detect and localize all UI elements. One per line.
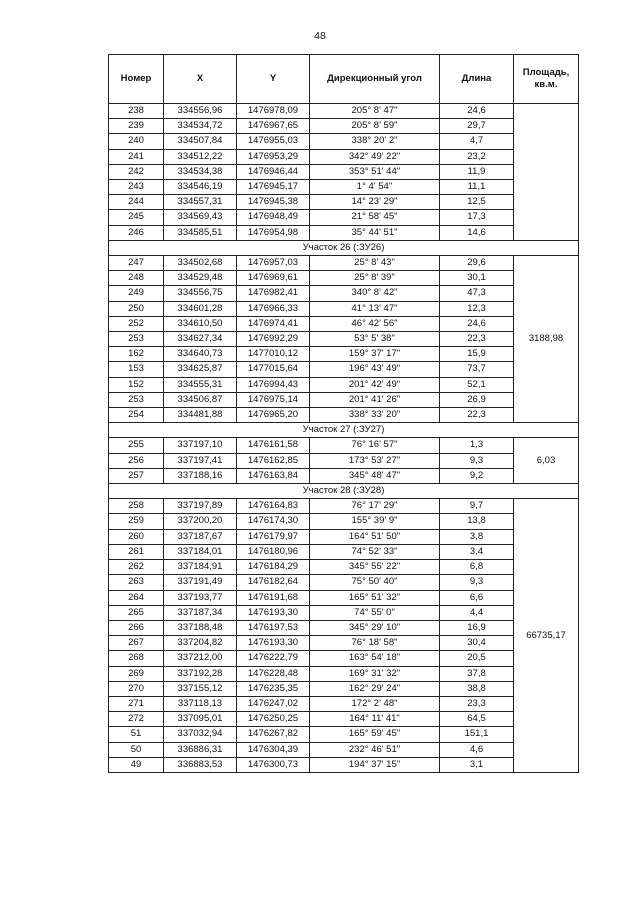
x-cell: 334569,43 xyxy=(164,210,237,225)
table-row xyxy=(109,362,579,377)
table-row xyxy=(109,164,579,179)
page-number: 48 xyxy=(314,30,326,42)
table-row xyxy=(109,514,579,529)
x-cell: 337187,34 xyxy=(164,605,237,620)
x-cell: 337193,77 xyxy=(164,590,237,605)
y-cell: 1476975,14 xyxy=(237,392,310,407)
direction-angle-cell: 74° 52' 33" xyxy=(310,544,440,559)
direction-angle-cell: 25° 8' 39" xyxy=(310,271,440,286)
table-row xyxy=(109,681,579,696)
y-cell: 1477010,12 xyxy=(237,347,310,362)
point-number-cell: 51 xyxy=(109,727,164,742)
point-number-cell: 253 xyxy=(109,332,164,347)
direction-angle-cell: 163° 54' 18" xyxy=(310,651,440,666)
table-row xyxy=(109,119,579,134)
direction-angle-cell: 345° 55' 22" xyxy=(310,560,440,575)
section-row xyxy=(109,240,579,255)
table-row xyxy=(109,636,579,651)
direction-angle-cell: 164° 11' 41" xyxy=(310,712,440,727)
length-cell: 24,6 xyxy=(440,316,514,331)
y-cell: 1476948,49 xyxy=(237,210,310,225)
length-cell: 29,6 xyxy=(440,256,514,271)
area-cell: 66735,17 xyxy=(514,499,579,773)
point-number-cell: 263 xyxy=(109,575,164,590)
x-cell: 337095,01 xyxy=(164,712,237,727)
point-number-cell: 247 xyxy=(109,256,164,271)
length-cell: 26,9 xyxy=(440,392,514,407)
x-cell: 337184,01 xyxy=(164,544,237,559)
point-number-cell: 243 xyxy=(109,180,164,195)
direction-angle-cell: 205° 8' 47" xyxy=(310,104,440,119)
y-cell: 1476197,53 xyxy=(237,620,310,635)
length-cell: 6,8 xyxy=(440,560,514,575)
table-row xyxy=(109,742,579,757)
point-number-cell: 244 xyxy=(109,195,164,210)
length-cell: 11,1 xyxy=(440,180,514,195)
header-length: Длина xyxy=(440,55,514,104)
direction-angle-cell: 53° 5' 38" xyxy=(310,332,440,347)
header-area: Площадь, кв.м. xyxy=(514,55,579,104)
x-cell: 337155,12 xyxy=(164,681,237,696)
length-cell: 3,4 xyxy=(440,544,514,559)
x-cell: 334555,31 xyxy=(164,377,237,392)
table-row xyxy=(109,195,579,210)
y-cell: 1476946,44 xyxy=(237,164,310,179)
x-cell: 334601,28 xyxy=(164,301,237,316)
direction-angle-cell: 353° 51' 44" xyxy=(310,164,440,179)
header-x: X xyxy=(164,55,237,104)
length-cell: 9,3 xyxy=(440,453,514,468)
header-y: Y xyxy=(237,55,310,104)
direction-angle-cell: 232° 46' 51" xyxy=(310,742,440,757)
section-title: Участок 26 (:ЗУ26) xyxy=(109,240,579,255)
direction-angle-cell: 345° 48' 47" xyxy=(310,468,440,483)
point-number-cell: 259 xyxy=(109,514,164,529)
x-cell: 337204,82 xyxy=(164,636,237,651)
table-row xyxy=(109,377,579,392)
y-cell: 1476182,64 xyxy=(237,575,310,590)
length-cell: 16,9 xyxy=(440,620,514,635)
point-number-cell: 252 xyxy=(109,316,164,331)
table-row xyxy=(109,392,579,407)
direction-angle-cell: 75° 50' 40" xyxy=(310,575,440,590)
y-cell: 1476250,25 xyxy=(237,712,310,727)
direction-angle-cell: 201° 42' 49" xyxy=(310,377,440,392)
y-cell: 1476164,83 xyxy=(237,499,310,514)
table-row xyxy=(109,408,579,423)
x-cell: 337191,49 xyxy=(164,575,237,590)
x-cell: 337200,20 xyxy=(164,514,237,529)
direction-angle-cell: 164° 51' 50" xyxy=(310,529,440,544)
y-cell: 1476994,43 xyxy=(237,377,310,392)
point-number-cell: 253 xyxy=(109,392,164,407)
point-number-cell: 240 xyxy=(109,134,164,149)
direction-angle-cell: 165° 51' 32" xyxy=(310,590,440,605)
point-number-cell: 246 xyxy=(109,225,164,240)
length-cell: 11,9 xyxy=(440,164,514,179)
area-cell: 6,03 xyxy=(514,438,579,484)
length-cell: 3,8 xyxy=(440,529,514,544)
coordinates-table xyxy=(108,54,579,773)
table-row xyxy=(109,620,579,635)
point-number-cell: 238 xyxy=(109,104,164,119)
point-number-cell: 242 xyxy=(109,164,164,179)
y-cell: 1476957,03 xyxy=(237,256,310,271)
y-cell: 1476222,79 xyxy=(237,651,310,666)
x-cell: 334534,72 xyxy=(164,119,237,134)
direction-angle-cell: 196° 43' 49" xyxy=(310,362,440,377)
y-cell: 1476228,48 xyxy=(237,666,310,681)
x-cell: 337197,41 xyxy=(164,453,237,468)
point-number-cell: 239 xyxy=(109,119,164,134)
length-cell: 15,9 xyxy=(440,347,514,362)
section-row xyxy=(109,423,579,438)
x-cell: 337192,28 xyxy=(164,666,237,681)
length-cell: 3,1 xyxy=(440,757,514,772)
length-cell: 23,2 xyxy=(440,149,514,164)
y-cell: 1476978,09 xyxy=(237,104,310,119)
y-cell: 1476945,38 xyxy=(237,195,310,210)
y-cell: 1476992,29 xyxy=(237,332,310,347)
length-cell: 17,3 xyxy=(440,210,514,225)
length-cell: 13,8 xyxy=(440,514,514,529)
length-cell: 151,1 xyxy=(440,727,514,742)
direction-angle-cell: 1° 4' 54" xyxy=(310,180,440,195)
table-row xyxy=(109,134,579,149)
table-row xyxy=(109,286,579,301)
x-cell: 337188,48 xyxy=(164,620,237,635)
direction-angle-cell: 340° 8' 42" xyxy=(310,286,440,301)
direction-angle-cell: 155° 39' 9" xyxy=(310,514,440,529)
x-cell: 334512,22 xyxy=(164,149,237,164)
length-cell: 12,3 xyxy=(440,301,514,316)
y-cell: 1476184,29 xyxy=(237,560,310,575)
y-cell: 1477015,64 xyxy=(237,362,310,377)
table-row xyxy=(109,180,579,195)
y-cell: 1476247,02 xyxy=(237,696,310,711)
direction-angle-cell: 338° 20' 2" xyxy=(310,134,440,149)
x-cell: 334534,38 xyxy=(164,164,237,179)
table-row xyxy=(109,271,579,286)
y-cell: 1476193,30 xyxy=(237,636,310,651)
x-cell: 334506,87 xyxy=(164,392,237,407)
direction-angle-cell: 205° 8' 59" xyxy=(310,119,440,134)
direction-angle-cell: 338° 33' 20" xyxy=(310,408,440,423)
header-number: Номер xyxy=(109,55,164,104)
table-row xyxy=(109,727,579,742)
point-number-cell: 257 xyxy=(109,468,164,483)
point-number-cell: 162 xyxy=(109,347,164,362)
direction-angle-cell: 201° 41' 26" xyxy=(310,392,440,407)
y-cell: 1476180,96 xyxy=(237,544,310,559)
point-number-cell: 248 xyxy=(109,271,164,286)
x-cell: 334546,19 xyxy=(164,180,237,195)
table-row xyxy=(109,544,579,559)
direction-angle-cell: 159° 37' 17" xyxy=(310,347,440,362)
length-cell: 37,8 xyxy=(440,666,514,681)
point-number-cell: 258 xyxy=(109,499,164,514)
length-cell: 20,5 xyxy=(440,651,514,666)
length-cell: 38,8 xyxy=(440,681,514,696)
y-cell: 1476161,58 xyxy=(237,438,310,453)
table-row xyxy=(109,210,579,225)
table-row xyxy=(109,347,579,362)
y-cell: 1476953,29 xyxy=(237,149,310,164)
table-row xyxy=(109,712,579,727)
y-cell: 1476967,65 xyxy=(237,119,310,134)
x-cell: 334610,50 xyxy=(164,316,237,331)
length-cell: 22,3 xyxy=(440,408,514,423)
x-cell: 334556,75 xyxy=(164,286,237,301)
y-cell: 1476174,30 xyxy=(237,514,310,529)
x-cell: 334529,48 xyxy=(164,271,237,286)
table-row xyxy=(109,301,579,316)
direction-angle-cell: 165° 59' 45" xyxy=(310,727,440,742)
point-number-cell: 153 xyxy=(109,362,164,377)
y-cell: 1476267,82 xyxy=(237,727,310,742)
table-row xyxy=(109,149,579,164)
direction-angle-cell: 76° 18' 58" xyxy=(310,636,440,651)
y-cell: 1476954,98 xyxy=(237,225,310,240)
x-cell: 334625,87 xyxy=(164,362,237,377)
direction-angle-cell: 35° 44' 51" xyxy=(310,225,440,240)
x-cell: 337118,13 xyxy=(164,696,237,711)
y-cell: 1476969,61 xyxy=(237,271,310,286)
length-cell: 64,5 xyxy=(440,712,514,727)
table-row xyxy=(109,605,579,620)
x-cell: 334556,96 xyxy=(164,104,237,119)
point-number-cell: 241 xyxy=(109,149,164,164)
x-cell: 337197,10 xyxy=(164,438,237,453)
direction-angle-cell: 194° 37' 15" xyxy=(310,757,440,772)
direction-angle-cell: 14° 23' 29" xyxy=(310,195,440,210)
length-cell: 9,2 xyxy=(440,468,514,483)
table-row xyxy=(109,468,579,483)
y-cell: 1476974,41 xyxy=(237,316,310,331)
direction-angle-cell: 162° 29' 24" xyxy=(310,681,440,696)
x-cell: 337188,16 xyxy=(164,468,237,483)
length-cell: 47,3 xyxy=(440,286,514,301)
x-cell: 337197,89 xyxy=(164,499,237,514)
y-cell: 1476235,35 xyxy=(237,681,310,696)
direction-angle-cell: 41° 13' 47" xyxy=(310,301,440,316)
length-cell: 1,3 xyxy=(440,438,514,453)
x-cell: 336886,31 xyxy=(164,742,237,757)
point-number-cell: 265 xyxy=(109,605,164,620)
point-number-cell: 49 xyxy=(109,757,164,772)
direction-angle-cell: 46° 42' 56" xyxy=(310,316,440,331)
point-number-cell: 250 xyxy=(109,301,164,316)
table-row xyxy=(109,316,579,331)
y-cell: 1476179,97 xyxy=(237,529,310,544)
point-number-cell: 266 xyxy=(109,620,164,635)
point-number-cell: 260 xyxy=(109,529,164,544)
y-cell: 1476162,85 xyxy=(237,453,310,468)
section-title: Участок 28 (:ЗУ28) xyxy=(109,484,579,499)
point-number-cell: 255 xyxy=(109,438,164,453)
x-cell: 337184,91 xyxy=(164,560,237,575)
point-number-cell: 262 xyxy=(109,560,164,575)
length-cell: 52,1 xyxy=(440,377,514,392)
point-number-cell: 50 xyxy=(109,742,164,757)
point-number-cell: 272 xyxy=(109,712,164,727)
point-number-cell: 269 xyxy=(109,666,164,681)
x-cell: 337032,94 xyxy=(164,727,237,742)
x-cell: 334640,73 xyxy=(164,347,237,362)
table-row xyxy=(109,104,579,119)
x-cell: 334481,88 xyxy=(164,408,237,423)
point-number-cell: 245 xyxy=(109,210,164,225)
direction-angle-cell: 21° 58' 45" xyxy=(310,210,440,225)
point-number-cell: 261 xyxy=(109,544,164,559)
point-number-cell: 267 xyxy=(109,636,164,651)
y-cell: 1476955,03 xyxy=(237,134,310,149)
length-cell: 30,4 xyxy=(440,636,514,651)
table-row xyxy=(109,438,579,453)
table-row xyxy=(109,590,579,605)
y-cell: 1476982,41 xyxy=(237,286,310,301)
point-number-cell: 268 xyxy=(109,651,164,666)
length-cell: 6,6 xyxy=(440,590,514,605)
y-cell: 1476193,30 xyxy=(237,605,310,620)
section-row xyxy=(109,484,579,499)
table-row xyxy=(109,575,579,590)
length-cell: 4,6 xyxy=(440,742,514,757)
area-cell: 3188,98 xyxy=(514,256,579,423)
table-row xyxy=(109,757,579,772)
x-cell: 336883,53 xyxy=(164,757,237,772)
length-cell: 24,6 xyxy=(440,104,514,119)
y-cell: 1476300,73 xyxy=(237,757,310,772)
y-cell: 1476191,68 xyxy=(237,590,310,605)
table-row xyxy=(109,651,579,666)
y-cell: 1476163,84 xyxy=(237,468,310,483)
length-cell: 22,3 xyxy=(440,332,514,347)
x-cell: 334502,68 xyxy=(164,256,237,271)
x-cell: 337212,00 xyxy=(164,651,237,666)
header-direction-angle: Дирекционный угол xyxy=(310,55,440,104)
y-cell: 1476966,33 xyxy=(237,301,310,316)
length-cell: 4,4 xyxy=(440,605,514,620)
direction-angle-cell: 173° 53' 27" xyxy=(310,453,440,468)
x-cell: 334557,31 xyxy=(164,195,237,210)
point-number-cell: 271 xyxy=(109,696,164,711)
table-row xyxy=(109,332,579,347)
direction-angle-cell: 342° 49' 22" xyxy=(310,149,440,164)
point-number-cell: 270 xyxy=(109,681,164,696)
table-row xyxy=(109,453,579,468)
length-cell: 12,5 xyxy=(440,195,514,210)
length-cell: 9,3 xyxy=(440,575,514,590)
point-number-cell: 152 xyxy=(109,377,164,392)
length-cell: 73,7 xyxy=(440,362,514,377)
x-cell: 334585,51 xyxy=(164,225,237,240)
x-cell: 334627,34 xyxy=(164,332,237,347)
direction-angle-cell: 169° 31' 32" xyxy=(310,666,440,681)
x-cell: 334507,84 xyxy=(164,134,237,149)
length-cell: 9,7 xyxy=(440,499,514,514)
length-cell: 14,6 xyxy=(440,225,514,240)
y-cell: 1476304,39 xyxy=(237,742,310,757)
table-row xyxy=(109,666,579,681)
table-row xyxy=(109,529,579,544)
y-cell: 1476945,17 xyxy=(237,180,310,195)
point-number-cell: 264 xyxy=(109,590,164,605)
length-cell: 23,3 xyxy=(440,696,514,711)
direction-angle-cell: 345° 29' 10" xyxy=(310,620,440,635)
section-title: Участок 27 (:ЗУ27) xyxy=(109,423,579,438)
table-row xyxy=(109,225,579,240)
direction-angle-cell: 76° 17' 29" xyxy=(310,499,440,514)
point-number-cell: 256 xyxy=(109,453,164,468)
direction-angle-cell: 74° 55' 0" xyxy=(310,605,440,620)
length-cell: 29,7 xyxy=(440,119,514,134)
x-cell: 337187,67 xyxy=(164,529,237,544)
direction-angle-cell: 76° 16' 57" xyxy=(310,438,440,453)
direction-angle-cell: 25° 8' 43" xyxy=(310,256,440,271)
length-cell: 4,7 xyxy=(440,134,514,149)
table-row xyxy=(109,499,579,514)
table-row xyxy=(109,560,579,575)
table-row xyxy=(109,696,579,711)
table-header-row xyxy=(109,55,579,104)
length-cell: 30,1 xyxy=(440,271,514,286)
table-row xyxy=(109,256,579,271)
point-number-cell: 254 xyxy=(109,408,164,423)
point-number-cell: 249 xyxy=(109,286,164,301)
y-cell: 1476965,20 xyxy=(237,408,310,423)
direction-angle-cell: 172° 2' 48" xyxy=(310,696,440,711)
area-cell xyxy=(514,104,579,241)
